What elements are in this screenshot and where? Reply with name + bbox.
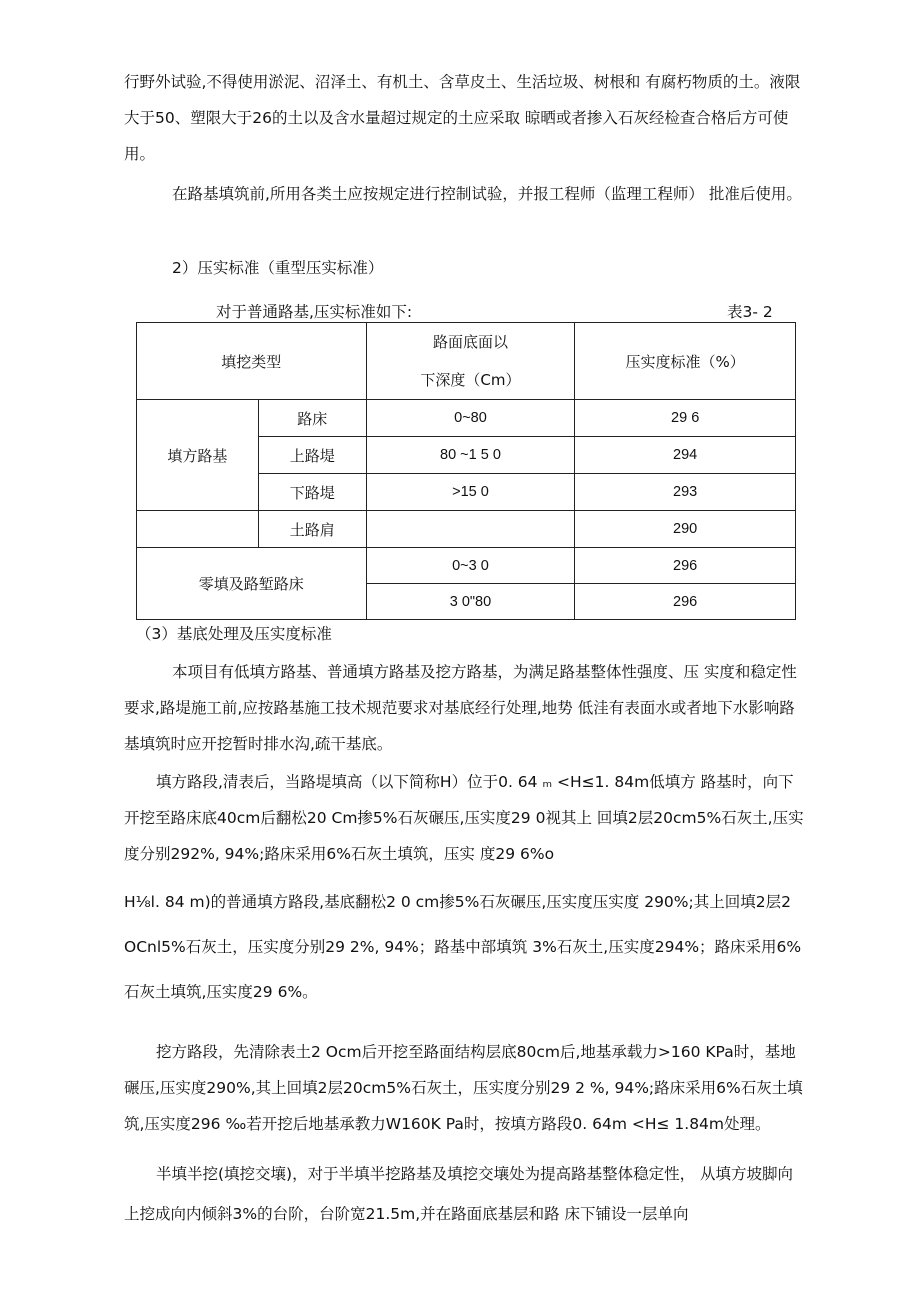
table-header-row	[137, 323, 796, 400]
compaction-table	[136, 322, 796, 620]
header-compaction-standard: 压实度标准（%）	[575, 323, 796, 400]
header-fill-cut-type: 填挖类型	[137, 323, 367, 400]
row-depth: >15 0	[366, 474, 575, 511]
row-sub-type: 土路肩	[258, 511, 366, 548]
row-depth	[366, 511, 575, 548]
empty-group-cell	[137, 511, 259, 548]
paragraph-control-test: 在路基填筑前,所用各类土应按规定进行控制试验，并报工程师（监理工程师） 批准后使用。	[172, 185, 802, 203]
header-depth-line1: 路面底面以	[432, 333, 508, 351]
paragraph-fill-section: 填方路段,清表后，当路堤填高（以下简称H）位于0. 64 ₘ <H≤1. 84m低填方 路基时，向下开挖至路床底40cm后翻松20 Cm掺5%石灰碾压,压实度29 0视其上 回填2层20cm5%石灰土,压实度分别292%, 94%;路床采用6%石灰土填筑，压实 度29 6%o	[124, 773, 804, 863]
row-depth: 3 0"80	[366, 584, 575, 620]
row-standard: 294	[575, 437, 796, 474]
row-depth: 0~3 0	[366, 548, 575, 584]
table-caption: 对于普通路基,压实标准如下:	[216, 303, 413, 321]
row-sub-type: 上路堤	[258, 437, 366, 474]
paragraph-soil-requirements: 行野外试验,不得使用淤泥、沼泽土、有机土、含草皮土、生活垃圾、树根和 有腐朽物质的土。液限大于50、塑限大于26的土以及含水量超过规定的土应采取 晾晒或者掺入石灰经检查合格后方可使用。	[124, 73, 801, 163]
row-depth: 0~80	[366, 400, 575, 437]
row-standard: 296	[575, 548, 796, 584]
row-sub-type: 路床	[258, 400, 366, 437]
paragraph-normal-fill: H⅛l. 84 m)的普通填方路段,基底翻松2 0 cm掺5%石灰碾压,压实度压实度 290%;其上回填2层2 OCnl5%石灰土，压实度分别29 2%, 94%；路基中部填筑 3%石灰土,压实度294%；路床采用6%石灰土填筑,压实度29 6%。	[124, 893, 802, 1001]
group-fill-subgrade: 填方路基	[137, 400, 259, 511]
heading-compaction-standard: 2）压实标准（重型压实标准）	[172, 259, 384, 277]
heading-base-treatment: （3）基底处理及压实度标准	[136, 625, 332, 643]
header-depth-line2: 下深度（Cm）	[420, 371, 521, 389]
paragraph-cut-section: 挖方路段，先清除表土2 Ocm后开挖至路面结构层底80cm后,地基承载力>160 KPa时，基地碾压,压实度290%,其上回填2层20cm5%石灰土，压实度分别29 2 %, 94%;路床采用6%石灰土填筑,压实度296 ‰若开挖后地基承教力W160K Pa时，按填方路段0. 64m <H≤ 1.84m处理。	[124, 1043, 803, 1133]
table-row	[137, 511, 796, 548]
row-standard: 290	[575, 511, 796, 548]
table-number: 表3- 2	[727, 303, 773, 321]
group-zero-fill-cut: 零填及路堑路床	[137, 548, 367, 620]
table-row	[137, 400, 796, 437]
header-depth	[366, 323, 575, 400]
paragraph-half-fill-half-cut: 半填半挖(填挖交壤)，对于半填半挖路基及填挖交壤处为提高路基整体稳定性， 从填方坡脚向上挖成向内倾斜3%的台阶，台阶宽21.5m,并在路面底基层和路 床下铺设一层单向	[124, 1165, 794, 1223]
row-depth: 80 ~1 5 0	[366, 437, 575, 474]
row-standard: 296	[575, 584, 796, 620]
row-standard: 293	[575, 474, 796, 511]
row-standard: 29 6	[575, 400, 796, 437]
row-sub-type: 下路堤	[258, 474, 366, 511]
paragraph-project-subgrade: 本项目有低填方路基、普通填方路基及挖方路基，为满足路基整体性强度、压 实度和稳定性要求,路堤施工前,应按路基施工技术规范要求对基底经行处理,地势 低洼有表面水或者地下水影响路基填筑时应开挖暂时排水沟,疏干基底。	[124, 663, 797, 753]
table-row	[137, 548, 796, 584]
